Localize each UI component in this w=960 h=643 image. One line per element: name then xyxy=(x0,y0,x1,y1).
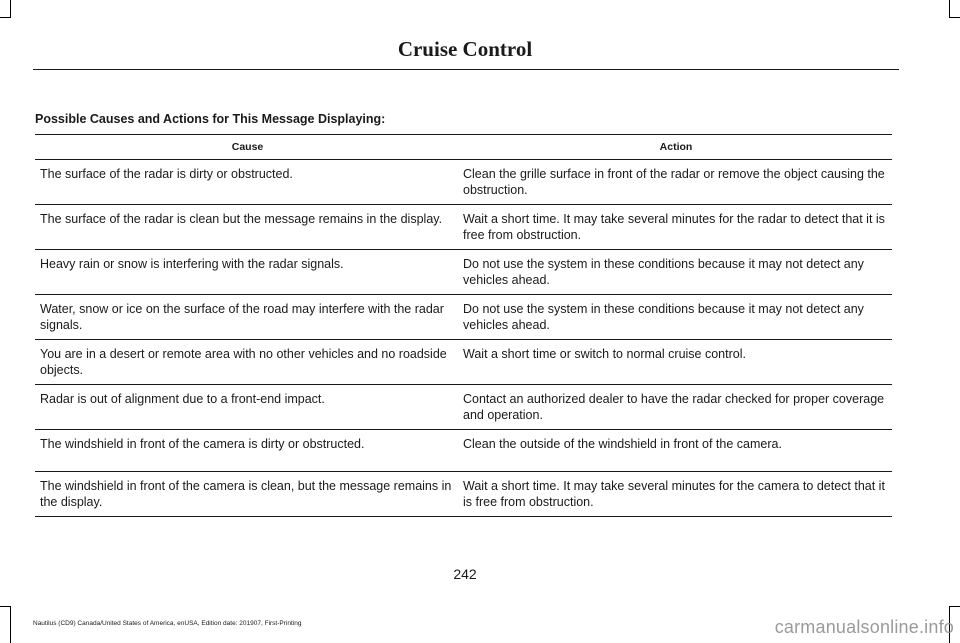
table-row xyxy=(35,250,892,295)
action-cell: Clean the grille surface in front of the radar or remove the object causing the obstruction. xyxy=(460,160,892,205)
cause-cell: The surface of the radar is dirty or obstructed. xyxy=(35,160,460,205)
table-row xyxy=(35,295,892,340)
action-cell: Wait a short time or switch to normal cruise control. xyxy=(460,340,892,385)
table-row xyxy=(35,472,892,517)
footer-edition-text: Nautilus (CD9) Canada/United States of America, enUSA, Edition date: 201907, First-Printing xyxy=(33,620,302,627)
crop-mark-top-left-horizontal xyxy=(0,17,11,18)
action-cell: Wait a short time. It may take several minutes for the radar to detect that it is free from obstruction. xyxy=(460,205,892,250)
crop-mark-bottom-right-horizontal xyxy=(949,606,960,607)
crop-mark-top-right-horizontal xyxy=(949,17,960,18)
action-cell: Do not use the system in these conditions because it may not detect any vehicles ahead. xyxy=(460,250,892,295)
table-header-row xyxy=(35,135,892,160)
table-row xyxy=(35,430,892,472)
crop-mark-bottom-left-vertical xyxy=(10,606,11,643)
action-cell: Clean the outside of the windshield in front of the camera. xyxy=(460,430,892,472)
crop-mark-top-left-vertical xyxy=(10,0,11,17)
crop-mark-bottom-left-horizontal xyxy=(0,606,11,607)
action-cell: Do not use the system in these conditions because it may not detect any vehicles ahead. xyxy=(460,295,892,340)
table-row xyxy=(35,385,892,430)
crop-mark-top-right-vertical xyxy=(949,0,950,17)
column-header-cause: Cause xyxy=(35,135,460,160)
action-cell: Wait a short time. It may take several minutes for the camera to detect that it is free from obstruction. xyxy=(460,472,892,517)
cause-cell: Heavy rain or snow is interfering with the radar signals. xyxy=(35,250,460,295)
watermark: carmanualsonline.info xyxy=(774,617,954,637)
page-title: Cruise Control xyxy=(397,37,533,61)
cause-cell: Radar is out of alignment due to a front-end impact. xyxy=(35,385,460,430)
page-number: 242 xyxy=(453,566,477,582)
section-heading: Possible Causes and Actions for This Message Displaying: xyxy=(35,112,386,126)
cause-cell: You are in a desert or remote area with no other vehicles and no roadside objects. xyxy=(35,340,460,385)
cause-cell: The windshield in front of the camera is dirty or obstructed. xyxy=(35,430,460,472)
cause-cell: Water, snow or ice on the surface of the road may interfere with the radar signals. xyxy=(35,295,460,340)
table-row xyxy=(35,160,892,205)
table-row xyxy=(35,340,892,385)
header-divider xyxy=(33,69,899,70)
causes-actions-table xyxy=(35,134,892,517)
cause-cell: The surface of the radar is clean but the message remains in the display. xyxy=(35,205,460,250)
action-cell: Contact an authorized dealer to have the radar checked for proper coverage and operation. xyxy=(460,385,892,430)
table-row xyxy=(35,205,892,250)
cause-cell: The windshield in front of the camera is clean, but the message remains in the display. xyxy=(35,472,460,517)
column-header-action: Action xyxy=(460,135,892,160)
